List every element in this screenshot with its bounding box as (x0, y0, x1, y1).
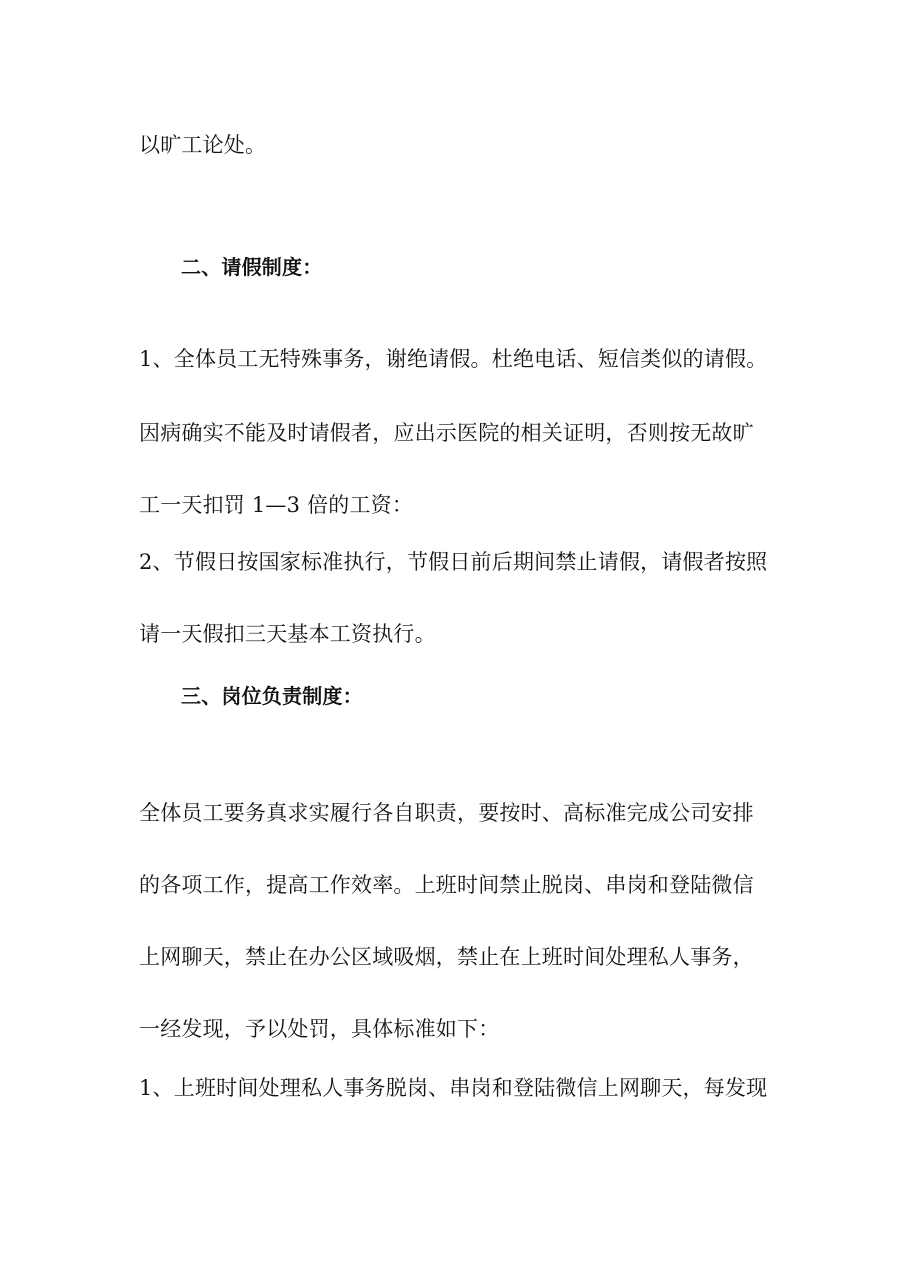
paragraph-line: 全体员工要务真求实履行各自职责，要按时、高标准完成公司安排 (139, 801, 754, 825)
section-heading-leave: 二、请假制度： (181, 255, 323, 279)
paragraph-line: 的各项工作，提高工作效率。上班时间禁止脱岗、串岗和登陆微信 (139, 873, 754, 897)
paragraph-line: 上网聊天，禁止在办公区域吸烟，禁止在上班时间处理私人事务， (139, 945, 754, 969)
paragraph-line: 2、节假日按国家标准执行，节假日前后期间禁止请假，请假者按照 (139, 550, 768, 574)
paragraph-line: 一经发现，予以处罚，具体标准如下： (139, 1017, 500, 1041)
paragraph-line: 1、全体员工无特殊事务，谢绝请假。杜绝电话、短信类似的请假。 (139, 347, 768, 371)
paragraph-line: 请一天假扣三天基本工资执行。 (139, 622, 436, 646)
paragraph-line: 工一天扣罚 1—3 倍的工资： (139, 493, 414, 517)
paragraph-line: 1、上班时间处理私人事务脱岗、串岗和登陆微信上网聊天，每发现 (139, 1076, 768, 1100)
paragraph-line: 以旷工论处。 (139, 133, 267, 157)
paragraph-line: 因病确实不能及时请假者，应出示医院的相关证明，否则按无故旷 (139, 421, 754, 445)
section-heading-post-responsibility: 三、岗位负责制度： (181, 684, 363, 708)
